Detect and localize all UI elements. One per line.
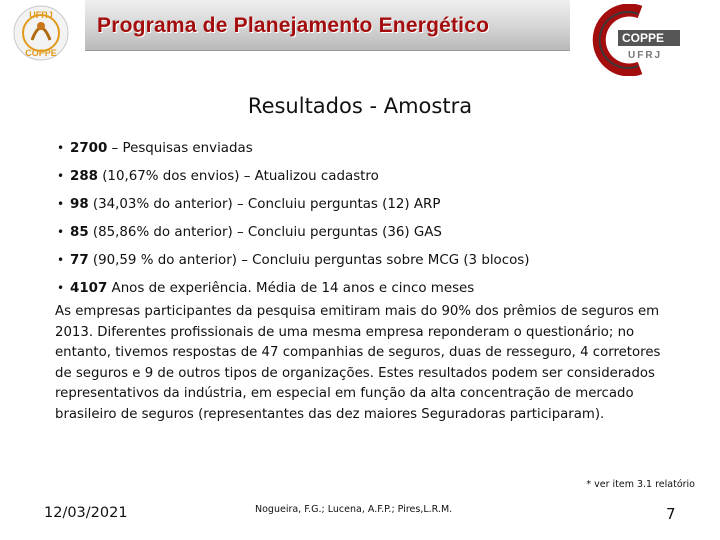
bullet-item	[57, 164, 530, 192]
bullet-marker: •	[57, 197, 65, 211]
bullet-marker: •	[57, 225, 65, 239]
bullet-value: 2700	[70, 141, 108, 156]
bullet-text: – Pesquisas enviadas	[107, 141, 253, 156]
coppe-ufrj-logo	[588, 4, 708, 76]
ufrj-coppe-logo	[10, 4, 72, 62]
bullet-text: Anos de experiência. Média de 14 anos e cinco meses	[107, 281, 475, 296]
bullet-marker: •	[57, 281, 65, 295]
bullet-item	[57, 276, 530, 304]
banner-title: Programa de Planejamento Energético	[97, 14, 490, 37]
bullet-marker: •	[57, 169, 65, 183]
bullet-marker: •	[57, 141, 65, 155]
bullet-text: (10,67% dos envios) – Atualizou cadastro	[97, 169, 379, 184]
bullet-item	[57, 192, 530, 220]
right-logo-ufrj-text: UFRJ	[628, 50, 663, 61]
bullet-item	[57, 136, 530, 164]
bullet-text: (85,86% do anterior) – Concluiu perguntas (36) GAS	[88, 225, 442, 240]
left-logo-bottom-text: COPPE	[25, 48, 57, 58]
bullet-value: 77	[70, 253, 89, 268]
footer-date: 12/03/2021	[44, 505, 128, 521]
summary-paragraph: As empresas participantes da pesquisa emitiram mais do 90% dos prêmios de seguros em 2013. Diferentes profissionais de uma mesma empresa reponderam o questionário; no entanto, tivemos respostas de 47 companhias de seguros, duas de resseguro, 4 corretores de seguros e 9 de outros tipos de organizações. Estes resultados podem ser considerados representativos da indústria, em especial em função da alta concentração de mercado brasileiro de seguros (representantes das dez maiores Seguradoras participaram).	[55, 304, 661, 422]
bullet-value: 288	[70, 169, 98, 184]
bullet-marker: •	[57, 253, 65, 267]
bullet-item	[57, 220, 530, 248]
bullet-value: 4107	[70, 281, 108, 296]
slide-title: Resultados - Amostra	[247, 94, 473, 118]
bullet-value: 98	[70, 197, 89, 212]
slide-header	[0, 0, 720, 86]
right-logo-coppe-text: COPPE	[622, 31, 665, 45]
page-number: 7	[666, 505, 676, 523]
bullet-text: (90,59 % do anterior) – Concluiu perguntas sobre MCG (3 blocos)	[88, 253, 530, 268]
footnote: * ver item 3.1 relatório	[586, 479, 695, 490]
left-logo-top-text: UFRJ	[29, 10, 53, 20]
bullet-text: (34,03% do anterior) – Concluiu perguntas (12) ARP	[88, 197, 441, 212]
bullet-item	[57, 248, 530, 276]
bullet-value: 85	[70, 225, 89, 240]
footer-authors: Nogueira, F.G.; Lucena, A.F.P.; Pires,L.R.M.	[255, 504, 453, 515]
results-bullet-list	[57, 136, 530, 304]
